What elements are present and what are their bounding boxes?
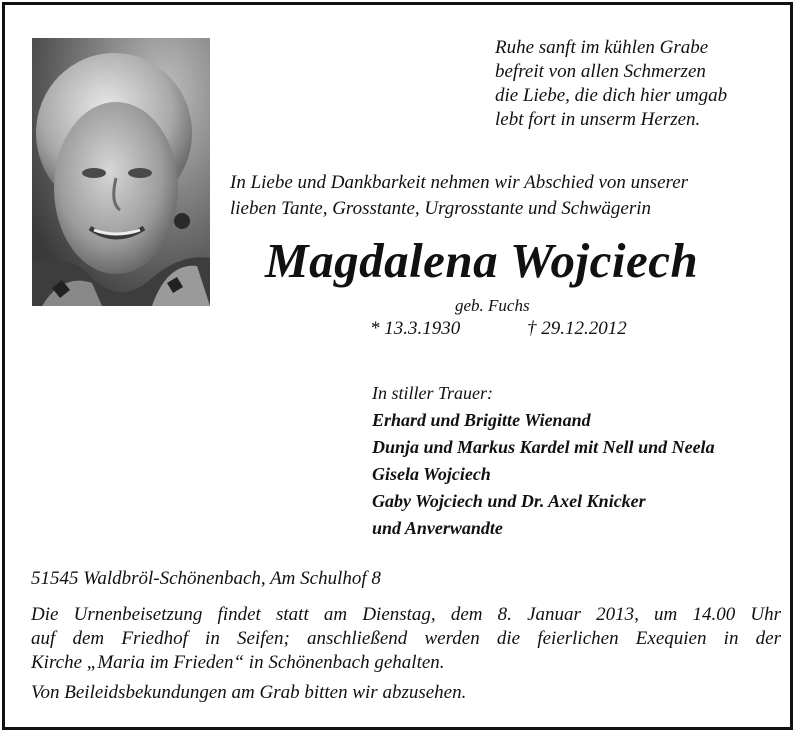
birth-name: geb. Fuchs bbox=[455, 296, 530, 315]
mourners-list bbox=[372, 380, 792, 542]
intro-line: lieben Tante, Grosstante, Urgrosstante und Schwägerin bbox=[230, 198, 651, 219]
mourner-name: Gisela Wojciech bbox=[372, 464, 491, 484]
poem-line: lebt fort in unserm Herzen. bbox=[495, 109, 701, 130]
notice-line: Kirche „Maria im Frieden“ in Schönenbach gehalten. bbox=[31, 652, 445, 673]
portrait-image bbox=[32, 38, 210, 306]
deceased-name: Magdalena Wojciech bbox=[265, 233, 699, 288]
farewell-intro bbox=[230, 170, 775, 222]
notice-line: Die Urnenbeisetzung findet statt am Dienstag, dem 8. Januar 2013, um 14.00 Uhr bbox=[31, 604, 781, 625]
poem-line: befreit von allen Schmerzen bbox=[495, 61, 706, 82]
poem-line: Ruhe sanft im kühlen Grabe bbox=[495, 37, 709, 58]
mourner-name: Erhard und Brigitte Wienand bbox=[372, 410, 591, 430]
mourner-name: Gaby Wojciech und Dr. Axel Knicker bbox=[372, 491, 646, 511]
condolence-note: Von Beileidsbekundungen am Grab bitten wir abzusehen. bbox=[31, 682, 467, 703]
notice-line: auf dem Friedhof in Seifen; anschließend werden die feierlichen Exequien in der bbox=[31, 628, 781, 649]
family-address: 51545 Waldbröl-Schönenbach, Am Schulhof 8 bbox=[31, 568, 381, 589]
death-date: † 29.12.2012 bbox=[527, 318, 627, 339]
birth-date: * 13.3.1930 bbox=[370, 318, 461, 339]
intro-line: In Liebe und Dankbarkeit nehmen wir Abschied von unserer bbox=[230, 172, 689, 193]
mourner-name: und Anverwandte bbox=[372, 518, 503, 538]
mourner-name: Dunja und Markus Kardel mit Nell und Neela bbox=[372, 437, 715, 457]
poem bbox=[495, 36, 785, 132]
funeral-notice bbox=[31, 603, 781, 675]
mourners-heading: In stiller Trauer: bbox=[372, 383, 494, 403]
portrait-photo bbox=[32, 38, 210, 306]
poem-line: die Liebe, die dich hier umgab bbox=[495, 85, 728, 106]
